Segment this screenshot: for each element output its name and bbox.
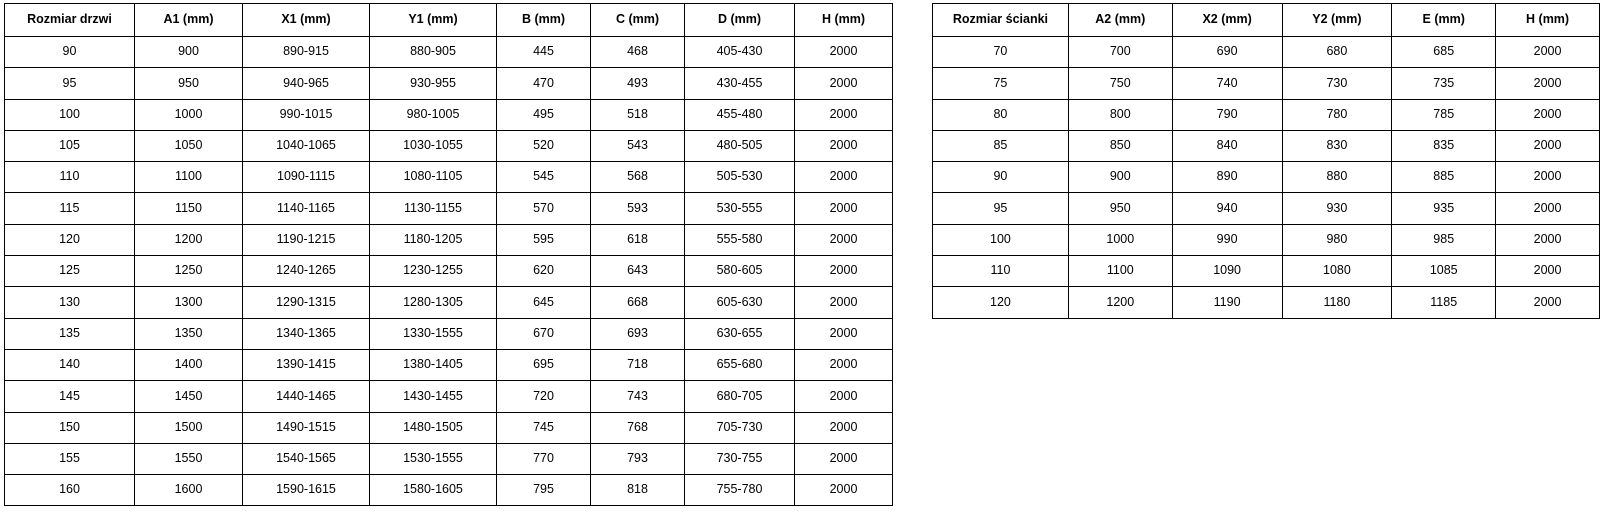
- cell-a1: 1400: [135, 349, 243, 380]
- cell-door-size: 100: [5, 99, 135, 130]
- cell-y2: 1180: [1282, 287, 1392, 318]
- cell-a1: 1200: [135, 224, 243, 255]
- table-row: [5, 443, 893, 474]
- cell-b: 620: [497, 256, 591, 287]
- column-header-a2: A2 (mm): [1068, 4, 1172, 37]
- cell-x2: 1090: [1172, 256, 1282, 287]
- cell-c: 743: [591, 381, 685, 412]
- cell-e: 1185: [1392, 287, 1496, 318]
- cell-x2: 690: [1172, 37, 1282, 68]
- cell-y1: 1180-1205: [370, 224, 497, 255]
- cell-y1: 880-905: [370, 37, 497, 68]
- cell-c: 718: [591, 349, 685, 380]
- cell-wall-size: 85: [933, 130, 1069, 161]
- cell-y1: 1280-1305: [370, 287, 497, 318]
- cell-b: 495: [497, 99, 591, 130]
- cell-d: 555-580: [685, 224, 795, 255]
- cell-e: 885: [1392, 162, 1496, 193]
- cell-b: 545: [497, 162, 591, 193]
- cell-h: 2000: [1496, 287, 1600, 318]
- cell-y1: 930-955: [370, 68, 497, 99]
- cell-y2: 730: [1282, 68, 1392, 99]
- cell-a2: 700: [1068, 37, 1172, 68]
- cell-b: 795: [497, 475, 591, 506]
- cell-a1: 1450: [135, 381, 243, 412]
- cell-x1: 1140-1165: [243, 193, 370, 224]
- cell-d: 605-630: [685, 287, 795, 318]
- cell-d: 480-505: [685, 130, 795, 161]
- cell-h: 2000: [795, 381, 893, 412]
- cell-c: 643: [591, 256, 685, 287]
- cell-wall-size: 120: [933, 287, 1069, 318]
- table-row: [5, 349, 893, 380]
- cell-h: 2000: [795, 193, 893, 224]
- cell-b: 645: [497, 287, 591, 318]
- column-header-x1: X1 (mm): [243, 4, 370, 37]
- cell-c: 668: [591, 287, 685, 318]
- table-row: [5, 68, 893, 99]
- cell-h: 2000: [795, 287, 893, 318]
- cell-b: 445: [497, 37, 591, 68]
- cell-c: 593: [591, 193, 685, 224]
- table-row: [5, 412, 893, 443]
- cell-e: 685: [1392, 37, 1496, 68]
- cell-b: 570: [497, 193, 591, 224]
- cell-h: 2000: [1496, 68, 1600, 99]
- cell-y2: 880: [1282, 162, 1392, 193]
- table-row: [5, 318, 893, 349]
- cell-h: 2000: [1496, 37, 1600, 68]
- cell-h: 2000: [795, 412, 893, 443]
- cell-door-size: 130: [5, 287, 135, 318]
- cell-a2: 1000: [1068, 224, 1172, 255]
- walls-table-head: [933, 4, 1600, 37]
- cell-a2: 1100: [1068, 256, 1172, 287]
- cell-x1: 990-1015: [243, 99, 370, 130]
- cell-a1: 1150: [135, 193, 243, 224]
- cell-b: 470: [497, 68, 591, 99]
- cell-wall-size: 90: [933, 162, 1069, 193]
- cell-y1: 1480-1505: [370, 412, 497, 443]
- table-row: [933, 193, 1600, 224]
- cell-a1: 1500: [135, 412, 243, 443]
- cell-y1: 980-1005: [370, 99, 497, 130]
- cell-d: 655-680: [685, 349, 795, 380]
- walls-table-body: [933, 37, 1600, 319]
- cell-door-size: 140: [5, 349, 135, 380]
- column-header-h: H (mm): [1496, 4, 1600, 37]
- cell-d: 680-705: [685, 381, 795, 412]
- table-header-row: [933, 4, 1600, 37]
- cell-y1: 1580-1605: [370, 475, 497, 506]
- cell-a1: 1300: [135, 287, 243, 318]
- cell-door-size: 120: [5, 224, 135, 255]
- table-row: [933, 256, 1600, 287]
- cell-x1: 1290-1315: [243, 287, 370, 318]
- cell-wall-size: 100: [933, 224, 1069, 255]
- table-row: [5, 475, 893, 506]
- cell-e: 835: [1392, 130, 1496, 161]
- cell-c: 543: [591, 130, 685, 161]
- cell-c: 568: [591, 162, 685, 193]
- doors-table-head: [5, 4, 893, 37]
- cell-y2: 980: [1282, 224, 1392, 255]
- cell-x2: 890: [1172, 162, 1282, 193]
- cell-b: 520: [497, 130, 591, 161]
- cell-x1: 1540-1565: [243, 443, 370, 474]
- cell-h: 2000: [1496, 99, 1600, 130]
- cell-y1: 1430-1455: [370, 381, 497, 412]
- table-row: [933, 130, 1600, 161]
- doors-table-body: [5, 37, 893, 506]
- table-row: [5, 193, 893, 224]
- cell-door-size: 90: [5, 37, 135, 68]
- cell-wall-size: 95: [933, 193, 1069, 224]
- table-row: [933, 37, 1600, 68]
- cell-x1: 1440-1465: [243, 381, 370, 412]
- cell-b: 595: [497, 224, 591, 255]
- cell-c: 468: [591, 37, 685, 68]
- cell-h: 2000: [795, 349, 893, 380]
- cell-y2: 930: [1282, 193, 1392, 224]
- cell-h: 2000: [1496, 256, 1600, 287]
- cell-c: 518: [591, 99, 685, 130]
- cell-y2: 680: [1282, 37, 1392, 68]
- cell-x1: 1090-1115: [243, 162, 370, 193]
- cell-a1: 900: [135, 37, 243, 68]
- table-header-row: [5, 4, 893, 37]
- cell-a2: 1200: [1068, 287, 1172, 318]
- cell-y2: 1080: [1282, 256, 1392, 287]
- table-row: [933, 162, 1600, 193]
- cell-b: 695: [497, 349, 591, 380]
- cell-y1: 1530-1555: [370, 443, 497, 474]
- cell-x1: 1390-1415: [243, 349, 370, 380]
- cell-y1: 1230-1255: [370, 256, 497, 287]
- cell-x2: 840: [1172, 130, 1282, 161]
- cell-b: 770: [497, 443, 591, 474]
- cell-a1: 950: [135, 68, 243, 99]
- cell-x2: 740: [1172, 68, 1282, 99]
- cell-door-size: 160: [5, 475, 135, 506]
- cell-a2: 950: [1068, 193, 1172, 224]
- cell-door-size: 105: [5, 130, 135, 161]
- cell-x1: 1590-1615: [243, 475, 370, 506]
- cell-a2: 800: [1068, 99, 1172, 130]
- cell-y2: 780: [1282, 99, 1392, 130]
- cell-a2: 850: [1068, 130, 1172, 161]
- column-header-y2: Y2 (mm): [1282, 4, 1392, 37]
- column-header-d: D (mm): [685, 4, 795, 37]
- cell-a1: 1250: [135, 256, 243, 287]
- cell-door-size: 110: [5, 162, 135, 193]
- cell-x1: 1190-1215: [243, 224, 370, 255]
- column-header-wall-size: Rozmiar ścianki: [933, 4, 1069, 37]
- doors-dimensions-table-container: [4, 3, 893, 506]
- cell-x1: 1040-1065: [243, 130, 370, 161]
- cell-d: 580-605: [685, 256, 795, 287]
- cell-a1: 1550: [135, 443, 243, 474]
- column-header-h: H (mm): [795, 4, 893, 37]
- cell-door-size: 125: [5, 256, 135, 287]
- cell-a1: 1100: [135, 162, 243, 193]
- cell-b: 670: [497, 318, 591, 349]
- column-header-c: C (mm): [591, 4, 685, 37]
- cell-h: 2000: [1496, 193, 1600, 224]
- cell-e: 1085: [1392, 256, 1496, 287]
- column-header-x2: X2 (mm): [1172, 4, 1282, 37]
- cell-y1: 1330-1555: [370, 318, 497, 349]
- cell-e: 785: [1392, 99, 1496, 130]
- cell-b: 745: [497, 412, 591, 443]
- cell-x1: 940-965: [243, 68, 370, 99]
- table-row: [5, 99, 893, 130]
- cell-h: 2000: [795, 130, 893, 161]
- cell-a2: 900: [1068, 162, 1172, 193]
- cell-h: 2000: [795, 256, 893, 287]
- cell-h: 2000: [795, 475, 893, 506]
- cell-d: 755-780: [685, 475, 795, 506]
- cell-a1: 1000: [135, 99, 243, 130]
- cell-h: 2000: [795, 37, 893, 68]
- cell-x2: 1190: [1172, 287, 1282, 318]
- table-row: [5, 287, 893, 318]
- cell-d: 505-530: [685, 162, 795, 193]
- cell-d: 730-755: [685, 443, 795, 474]
- table-row: [933, 68, 1600, 99]
- cell-a1: 1050: [135, 130, 243, 161]
- table-row: [5, 381, 893, 412]
- cell-wall-size: 70: [933, 37, 1069, 68]
- cell-a2: 750: [1068, 68, 1172, 99]
- column-header-y1: Y1 (mm): [370, 4, 497, 37]
- cell-h: 2000: [795, 443, 893, 474]
- cell-e: 985: [1392, 224, 1496, 255]
- table-row: [933, 99, 1600, 130]
- cell-c: 618: [591, 224, 685, 255]
- cell-door-size: 95: [5, 68, 135, 99]
- cell-a1: 1600: [135, 475, 243, 506]
- cell-x1: 1240-1265: [243, 256, 370, 287]
- cell-y1: 1030-1055: [370, 130, 497, 161]
- table-row: [5, 130, 893, 161]
- cell-b: 720: [497, 381, 591, 412]
- table-row: [5, 37, 893, 68]
- column-header-a1: A1 (mm): [135, 4, 243, 37]
- cell-h: 2000: [795, 162, 893, 193]
- cell-x1: 1490-1515: [243, 412, 370, 443]
- cell-e: 935: [1392, 193, 1496, 224]
- doors-dimensions-table: [4, 3, 893, 506]
- cell-wall-size: 110: [933, 256, 1069, 287]
- cell-h: 2000: [795, 318, 893, 349]
- cell-d: 405-430: [685, 37, 795, 68]
- cell-e: 735: [1392, 68, 1496, 99]
- table-row: [5, 224, 893, 255]
- cell-y2: 830: [1282, 130, 1392, 161]
- cell-x2: 790: [1172, 99, 1282, 130]
- column-header-b: B (mm): [497, 4, 591, 37]
- cell-h: 2000: [795, 224, 893, 255]
- cell-c: 818: [591, 475, 685, 506]
- cell-y1: 1080-1105: [370, 162, 497, 193]
- cell-door-size: 155: [5, 443, 135, 474]
- column-header-door-size: Rozmiar drzwi: [5, 4, 135, 37]
- cell-h: 2000: [795, 68, 893, 99]
- cell-d: 530-555: [685, 193, 795, 224]
- cell-c: 793: [591, 443, 685, 474]
- cell-x2: 990: [1172, 224, 1282, 255]
- cell-door-size: 145: [5, 381, 135, 412]
- cell-d: 630-655: [685, 318, 795, 349]
- table-row: [933, 287, 1600, 318]
- cell-door-size: 150: [5, 412, 135, 443]
- cell-door-size: 115: [5, 193, 135, 224]
- table-row: [933, 224, 1600, 255]
- cell-y1: 1130-1155: [370, 193, 497, 224]
- cell-wall-size: 75: [933, 68, 1069, 99]
- cell-a1: 1350: [135, 318, 243, 349]
- cell-h: 2000: [1496, 130, 1600, 161]
- cell-c: 693: [591, 318, 685, 349]
- cell-x2: 940: [1172, 193, 1282, 224]
- table-row: [5, 256, 893, 287]
- column-header-e: E (mm): [1392, 4, 1496, 37]
- cell-d: 430-455: [685, 68, 795, 99]
- cell-c: 768: [591, 412, 685, 443]
- cell-d: 705-730: [685, 412, 795, 443]
- cell-y1: 1380-1405: [370, 349, 497, 380]
- walls-dimensions-table: [932, 3, 1600, 319]
- cell-x1: 1340-1365: [243, 318, 370, 349]
- walls-dimensions-table-container: [932, 3, 1600, 319]
- cell-h: 2000: [1496, 224, 1600, 255]
- cell-h: 2000: [1496, 162, 1600, 193]
- cell-h: 2000: [795, 99, 893, 130]
- cell-d: 455-480: [685, 99, 795, 130]
- cell-x1: 890-915: [243, 37, 370, 68]
- cell-door-size: 135: [5, 318, 135, 349]
- table-row: [5, 162, 893, 193]
- cell-c: 493: [591, 68, 685, 99]
- cell-wall-size: 80: [933, 99, 1069, 130]
